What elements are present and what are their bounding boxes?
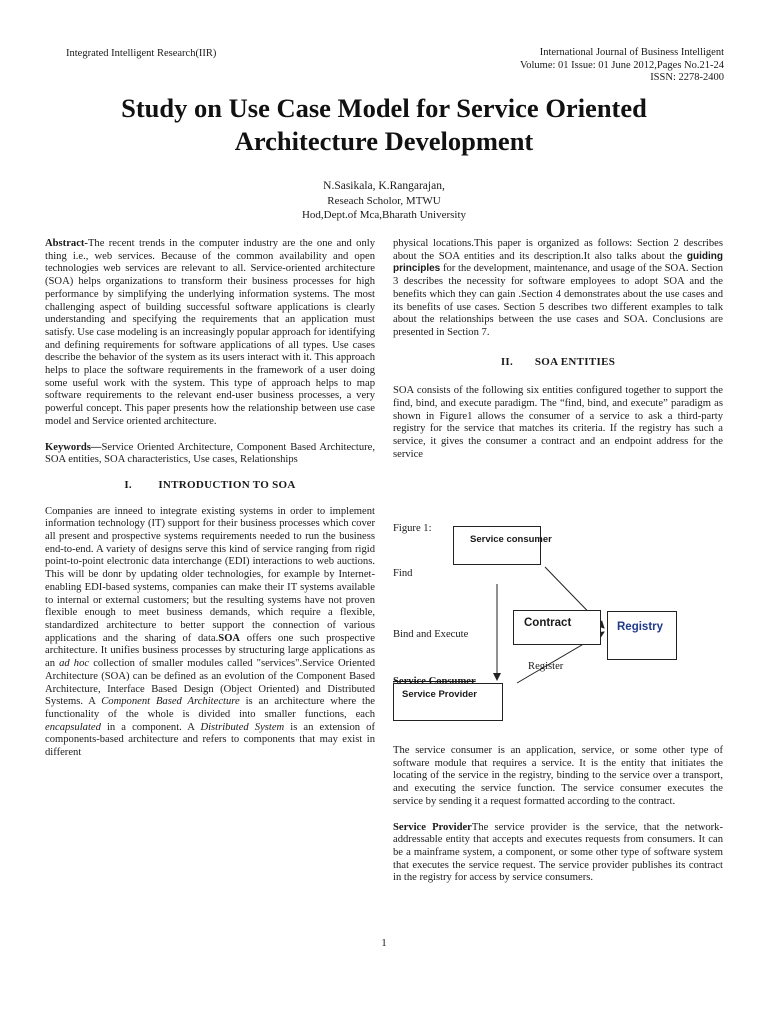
journal-issn: ISSN: 2278-2400	[650, 72, 724, 83]
section-title: SOA ENTITIES	[534, 355, 616, 368]
keywords-label: Keywords—	[45, 441, 102, 453]
contract-box	[513, 610, 601, 645]
journal-name: International Journal of Business Intelligent	[539, 47, 724, 58]
right-column-top	[393, 238, 723, 462]
section-number: I.	[124, 478, 132, 491]
find-label: Find	[393, 568, 413, 579]
paper-title	[40, 92, 728, 158]
registry-box	[607, 611, 677, 660]
figure-1	[393, 520, 723, 742]
affiliation-1: Reseach Scholor, MTWU	[327, 195, 441, 207]
service-provider-label: Service Provider	[402, 689, 477, 700]
journal-right-header	[384, 47, 724, 85]
intro-paragraph: Companies are inneed to integrate existing systems in order to implement information technology (IT) support for their business processes which cover all present and prospective systems requirements needed to run the business end-to-end. A variety of designs serve this kind of service ranging from rigid point-to-point electronic data interchange (EDI) interactions to web auctions. This will be donr by updating older technologies, for example by Internet-enabling EDI-based systems, companies can make their IT systems available to internal or external customers; but the resulting systems have not proven flexible enough to meet business demands, which require a flexible, standardized architecture to better support the connection of various applications and the sharing of data.SOA offers one such prospective architecture. It unifies business processes by structuring large applications as an ad hoc collection of smaller modules called "services".Service Oriented Architecture (SOA) can be defined as an evolution of the Component Based Architecture, Interface Based Design (Object Oriented) and Distributed Systems. A Component Based Architecture is an architecture where the functionality of the whole is divided into smaller functions, each encapsulated in a component. A Distributed System is an extension of components-based architecture and refers to components that may exist in different	[45, 505, 376, 759]
section-title: INTRODUCTION TO SOA	[158, 478, 296, 491]
organization-paragraph: physical locations.This paper is organized as follows: Section 2 describes about the SOA entities and its description.It also talks about the guiding principles for the development, maintenance, and usage of the SOA. Section 3 describes the necessity for software employees to adopt SOA and the benefits which they can gain .Section 4 demonstrates about the use cases and its benefits of use cases. Section 5 describes two different examples to talk about the relationships between the use cases and SOA. Conclusions are presented in Section 7.	[393, 238, 723, 338]
abstract	[45, 238, 375, 429]
soa-bold: SOA	[218, 632, 241, 644]
service-consumer-box	[453, 526, 552, 565]
registry-label: Registry	[617, 621, 664, 633]
right-column-bottom	[393, 745, 723, 885]
keywords-text: Service Oriented Architecture, Component Based Architecture, SOA entities, SOA characteristics, Use cases, Relationships	[45, 441, 375, 466]
bind-execute-label: Bind and Execute	[393, 629, 469, 640]
guiding-principles: guiding principles	[393, 250, 723, 275]
contract-label: Contract	[524, 617, 572, 629]
keywords	[45, 442, 375, 467]
service-provider-paragraph: Service ProviderThe service provider is the service, that the network-addressable entity that accepts and executes requests from consumers. It can be a mainframe system, a component, or some other type of software system that executes the service request. The service provider publishes its contract in the registry for access by service consumers.	[393, 821, 724, 884]
section-heading-1	[45, 479, 375, 492]
service-provider-box	[393, 683, 503, 721]
section-number: II.	[500, 355, 514, 368]
service-consumer-label: Service consumer	[470, 534, 552, 545]
service-consumer-overlap-label: Service Consumer	[393, 676, 476, 687]
authors: N.Sasikala, K.Rangarajan,	[323, 180, 445, 192]
journal-left-header: Integrated Intelligent Research(IIR)	[66, 48, 217, 59]
left-column	[45, 238, 375, 760]
abstract-label: Abstract-	[45, 238, 88, 249]
title-line-1: Study on Use Case Model for Service Oriented	[121, 93, 647, 123]
title-line-2: Architecture Development	[234, 126, 534, 156]
soa-entities-paragraph: SOA consists of the following six entities configured together to support the find, bind, and execute paradigm. The “find, bind, and execute” paradigm as shown in Figure1 allows the consumer of a service to ask a third-party registry for the service that matches its criteria. If the registry has such a service, it gives the consumer a contract and an endpoint address for the service	[393, 385, 723, 460]
service-provider-heading: Service Provider	[393, 821, 472, 833]
section-heading-2	[393, 356, 723, 369]
affiliation-2: Hod,Dept.of Mca,Bharath University	[301, 209, 467, 221]
figure-caption: Figure 1:	[393, 523, 432, 534]
service-consumer-paragraph: The service consumer is an application, service, or some other type of software module that requires a service. It is the entity that initiates the locating of the service in the registry, binding to the service over a transport, and executing the service function. The service consumer executes the service by sending it a request formatted according to the contract.	[393, 745, 723, 807]
abstract-text: The recent trends in the computer industry are the one and only thing i.e., web services. Because of the common availability and open technologies web services are relevant to all. Service-oriented architecture (SOA) helps organizations to transform their business processes for high performance by simplifying the underlying information systems. The most challenging aspect of building successful software applications is clearly understanding and specifying the requirements that an application must satisfy. Use case modeling is an increasingly popular approach for identifying and defining requirements for software applications of all types. Use cases describe the behavior of the system as its users interact with it. This approach helps to place the software requirements in the framework of a user doing some useful work with the system. This type of approach helps to map software requirements to the relevant end-user business processes, a very powerful concept. This paper presents how the relationship between use case model and Service oriented architecture.	[45, 238, 375, 427]
journal-volume: Volume: 01 Issue: 01 June 2012,Pages No.21-24	[520, 59, 724, 71]
page-number: 1	[381, 937, 387, 949]
register-label: Register	[528, 661, 564, 672]
